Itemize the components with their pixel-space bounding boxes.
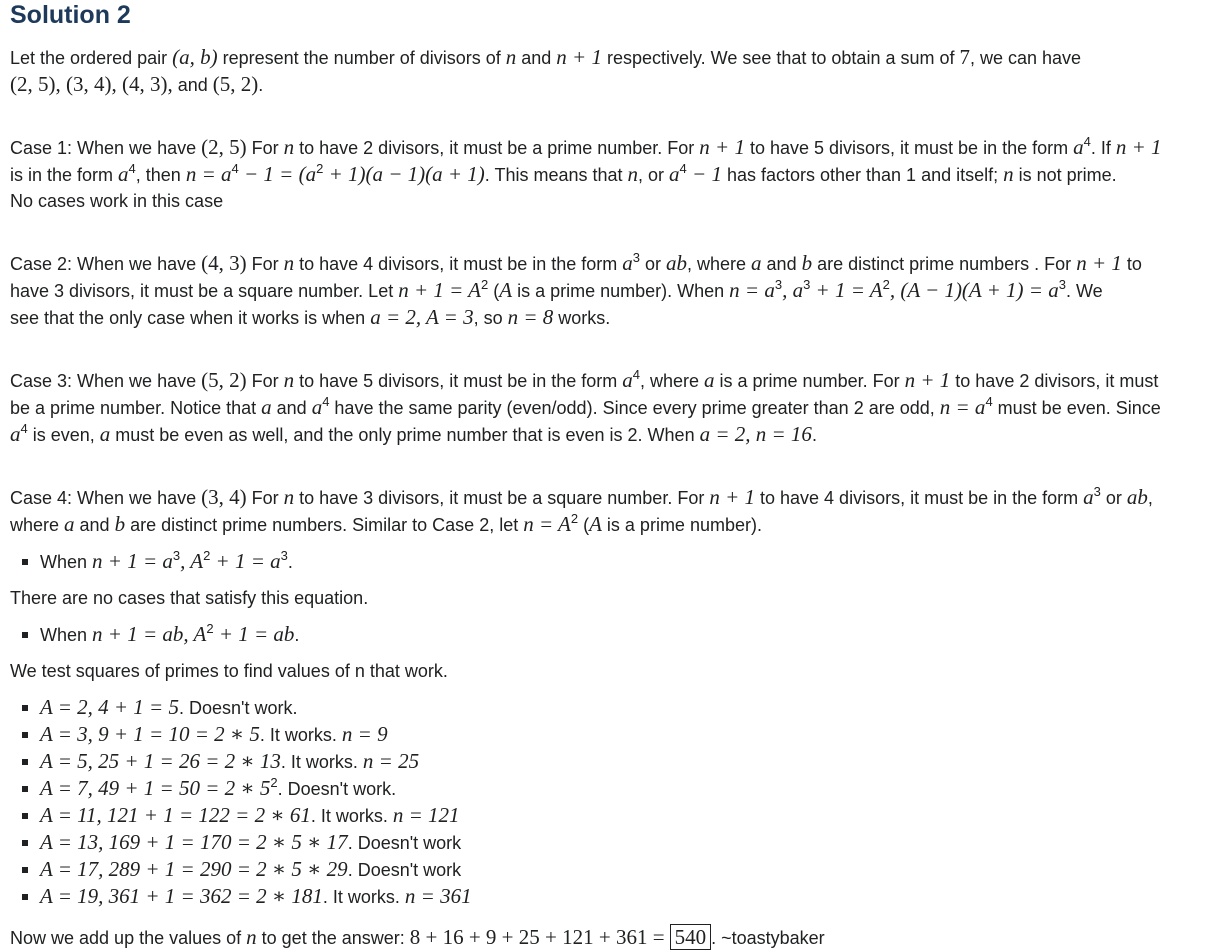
intro-paragraph: Let the ordered pair (a, b) represent the number of divisors of n and n + 1 respectively. We see that to obtain a sum of 7, we can have (2, 5), (3, 4), (4, 3), and (5, 2). <box>10 45 1082 96</box>
list-item: A = 13, 169 + 1 = 170 = 2 ∗ 5 ∗ 17. Doesn't work <box>40 829 1214 856</box>
tests-list <box>10 694 1214 910</box>
list-item: When n + 1 = ab, $A^2 + 1$ = ab. <box>40 621 1214 648</box>
case-1-paragraph: Case 1: When we have (2, 5) For n to have 2 divisors, it must be a prime number. For n + 1 to have 5 divisors, it must be in the form $a^4$. If n + 1 is in the form $a^4$, then $n = a^4 - 1 = (a^2 + 1)(a - 1)(a + 1)$. This means that n, or $a^4 - 1$ has factors other than 1 and itself; n is not prime. No cases work in this case <box>10 134 1162 211</box>
list-item: When $n + 1 = a^3$, $A^2 + 1 = a^3$. <box>40 548 1214 575</box>
case-4-paragraph: Case 4: When we have (3, 4) For n to have 3 divisors, it must be a square number. For n + 1 to have 4 divisors, it must be in the form $a^3$ or ab, where a and b are distinct prime numbers. Similar to Case 2, let $n = A^2$ (A is a prime number). <box>10 484 1153 536</box>
list-item: A = 17, 289 + 1 = 290 = 2 ∗ 5 ∗ 29. Doesn't work <box>40 856 1214 883</box>
case-2-paragraph: Case 2: When we have (4, 3) For n to have 4 divisors, it must be in the form $a^3$ or ab, where a and b are distinct prime numbers . For n + 1 to have 3 divisors, it must be a square number. Let $n + 1 = A^2$ (A is a prime number). When $n = a^3$, $a^3 + 1 = A^2$, $(A - 1)(A + 1) = a^3$. We see that the only case when it works is when a = 2, A = 3, so n = 8 works. <box>10 250 1142 329</box>
list-item: A = 11, 121 + 1 = 122 = 2 ∗ 61. It works. n = 121 <box>40 802 1214 829</box>
no-cases-text: There are no cases that satisfy this equation. <box>10 588 369 608</box>
list-item: A = 7, 49 + 1 = 50 = 2 ∗ $5^2$. Doesn't work. <box>40 775 1214 802</box>
list-item: A = 3, 9 + 1 = 10 = 2 ∗ 5. It works. n = 9 <box>40 721 1214 748</box>
case-4-list-2 <box>10 621 1214 648</box>
list-item: A = 19, 361 + 1 = 362 = 2 ∗ 181. It works. n = 361 <box>40 883 1214 910</box>
test-intro-text: We test squares of primes to find values of n that work. <box>10 661 448 681</box>
section-title: Solution 2 <box>10 1 131 29</box>
case-4-list-1 <box>10 548 1214 575</box>
case-3-paragraph: Case 3: When we have (5, 2) For n to have 5 divisors, it must be in the form $a^4$, where a is a prime number. For n + 1 to have 2 divisors, it must be a prime number. Notice that a and $a^4$ have the same parity (even/odd). Since every prime greater than 2 are odd, $n = a^4$ must be even. Since $a^4$ is even, a must be even as well, and the only prime number that is even is 2. When a = 2, n = 16. <box>10 367 1161 446</box>
list-item: A = 2, 4 + 1 = 5. Doesn't work. <box>40 694 1214 721</box>
boxed-answer: 540 <box>670 924 712 950</box>
final-answer-paragraph: Now we add up the values of n to get the answer: 8 + 16 + 9 + 25 + 121 + 361 = 540 . ~toastybaker <box>10 925 825 949</box>
list-item: A = 5, 25 + 1 = 26 = 2 ∗ 13. It works. n = 25 <box>40 748 1214 775</box>
